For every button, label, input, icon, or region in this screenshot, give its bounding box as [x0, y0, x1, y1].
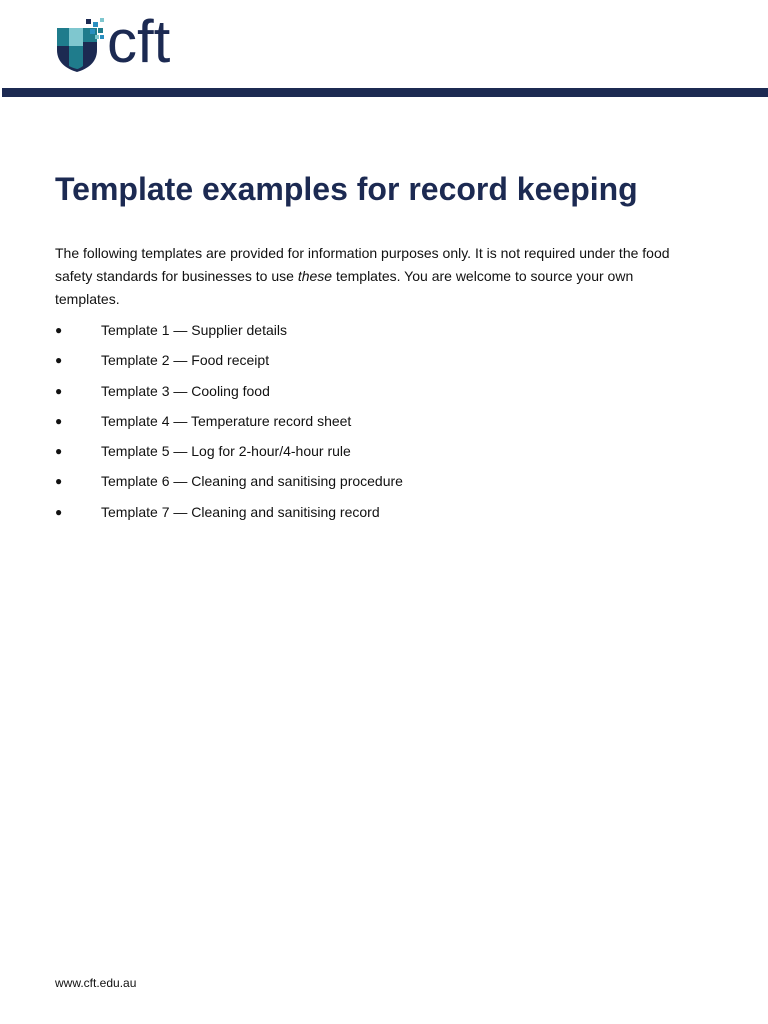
- template-label: Template 3 — Cooling food: [101, 382, 270, 399]
- bullet-icon: ●: [55, 504, 63, 519]
- template-label: Template 2 — Food receipt: [101, 352, 270, 369]
- intro-text-part2: templates. You are welcome to source your own templates.: [55, 268, 634, 307]
- intro-text-part1: The following templates are provided for information purposes only. It is not required under the food safety standards for businesses to use: [55, 245, 670, 284]
- bullet-icon: ●: [55, 353, 63, 368]
- header-divider-bar: [2, 88, 768, 97]
- intro-paragraph: [55, 242, 695, 311]
- cft-logo: [55, 8, 195, 76]
- template-label: Template 6 — Cleaning and sanitising procedure: [101, 473, 403, 490]
- shield-icon: [55, 16, 105, 76]
- page-title: Template examples for record keeping: [55, 171, 638, 207]
- bullet-icon: ●: [55, 383, 63, 398]
- template-label: Template 1 — Supplier details: [101, 322, 287, 338]
- bullet-icon: ●: [55, 444, 63, 459]
- footer-website: www.cft.edu.au: [55, 976, 137, 990]
- bullet-icon: ●: [55, 323, 63, 337]
- template-label: Template 4 — Temperature record sheet: [101, 412, 352, 429]
- template-label: Template 7 — Cleaning and sanitising record: [101, 503, 380, 520]
- logo-wordmark: cft: [107, 8, 171, 75]
- template-label: Template 5 — Log for 2-hour/4-hour rule: [101, 443, 351, 460]
- bullet-icon: ●: [55, 474, 63, 489]
- bullet-icon: ●: [55, 413, 63, 428]
- intro-emphasis: these: [297, 268, 333, 284]
